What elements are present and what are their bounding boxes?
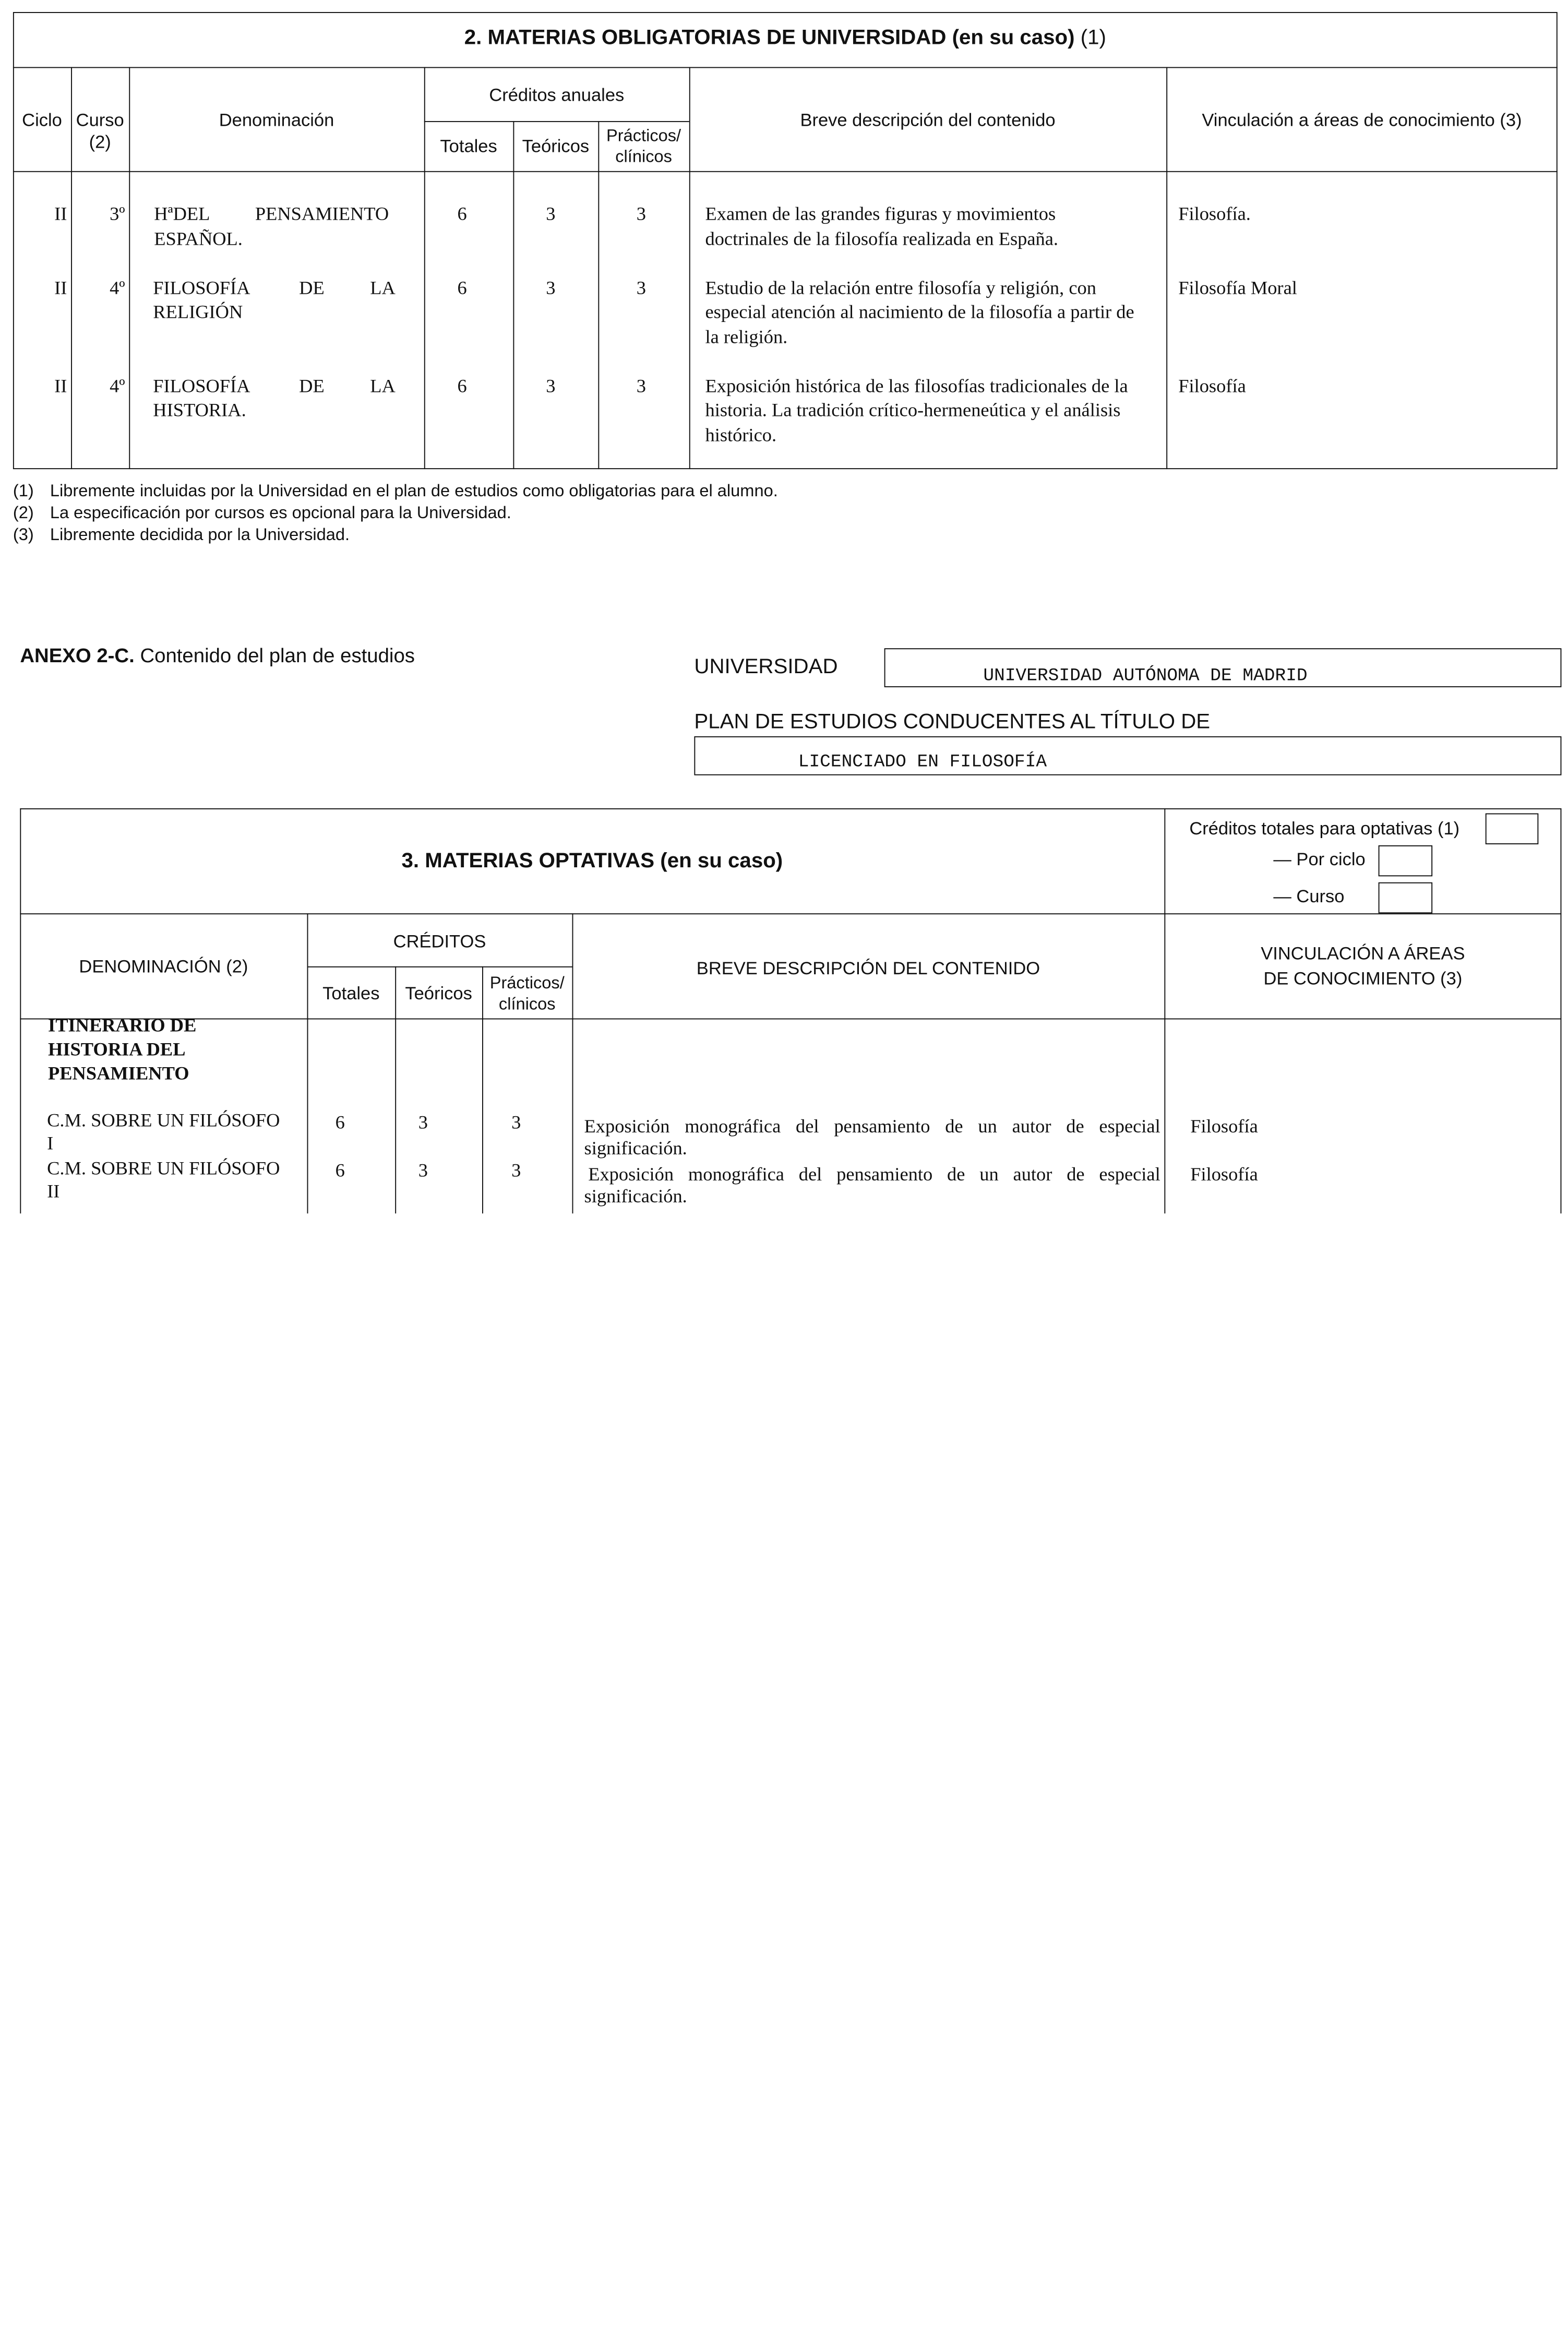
cell-teoricos: 3 [418, 1160, 428, 1181]
cell-denominacion-line2: RELIGIÓN [153, 302, 243, 324]
cell-practicos: 3 [636, 204, 646, 225]
cell-denominacion-line1-word2: PENSAMIENTO [255, 204, 389, 225]
header-descripcion: Breve descripción del contenido [800, 110, 1056, 130]
header-practicos: Prácticos/ [489, 973, 565, 993]
cell-denominacion-line1-word1: HªDEL [154, 204, 210, 225]
cell-denominacion-line1-word1: FILOSOFÍA [153, 376, 250, 398]
header-descripcion: BREVE DESCRIPCIÓN DEL CONTENIDO [696, 958, 1040, 978]
creditos-totales-optativas-label: Créditos totales para optativas (1) [1189, 818, 1460, 839]
footnote-text: La especificación por cursos es opcional para la Universidad. [50, 503, 511, 522]
cell-descripcion-line1: Exposición monográfica del pensamiento de un autor de especial [588, 1164, 1160, 1186]
cell-totales: 6 [457, 278, 467, 300]
por-ciclo-box[interactable] [1379, 845, 1433, 876]
cell-curso: 4º [110, 376, 125, 398]
cell-descripcion-line3: la religión. [705, 327, 788, 349]
cell-teoricos: 3 [546, 376, 556, 398]
annex-label: ANEXO 2-C. Contenido del plan de estudios [20, 645, 415, 667]
curso-label: — Curso [1273, 886, 1345, 906]
cell-area: Filosofía Moral [1178, 278, 1297, 300]
por-ciclo-label: — Por ciclo [1273, 849, 1366, 869]
header-clinicos: clínicos [615, 147, 672, 166]
footnote-number: (3) [13, 525, 34, 544]
cell-practicos: 3 [511, 1112, 521, 1133]
header-denominacion: Denominación [219, 110, 334, 130]
plan-label: PLAN DE ESTUDIOS CONDUCENTES AL TÍTULO DE [694, 710, 1211, 734]
header-ciclo: Ciclo [22, 110, 62, 130]
curso-box[interactable] [1379, 882, 1433, 913]
cell-descripcion-line2: especial atención al nacimiento de la filosofía a partir de [705, 302, 1134, 324]
header-practicos: Prácticos/ [606, 126, 681, 145]
cell-teoricos: 3 [546, 204, 556, 225]
header-curso-note: (2) [89, 132, 111, 152]
cell-descripcion-line1: Estudio de la relación entre filosofía y religión, con [705, 278, 1096, 300]
cell-ciclo: II [54, 204, 67, 225]
cell-ciclo: II [54, 376, 67, 398]
cell-ciclo: II [54, 278, 67, 300]
footnote-text: Libremente incluidas por la Universidad en el plan de estudios como obligatorias para el alumno. [50, 481, 778, 500]
cell-practicos: 3 [636, 376, 646, 398]
header-teoricos: Teóricos [405, 983, 472, 1004]
cell-teoricos: 3 [418, 1112, 428, 1133]
cell-area: Filosofía. [1178, 204, 1251, 225]
cell-totales: 6 [457, 376, 467, 398]
cell-curso: 3º [110, 204, 125, 225]
cell-descripcion-line1: Exposición histórica de las filosofías tradicionales de la [705, 376, 1128, 398]
header-totales: Totales [322, 983, 380, 1004]
header-vinculacion: Vinculación a áreas de conocimiento (3) [1202, 110, 1522, 130]
cell-descripcion-line1: Examen de las grandes figuras y movimientos [705, 204, 1056, 225]
cell-descripcion-line2: doctrinales de la filosofía realizada en España. [705, 229, 1059, 250]
cell-denominacion-line1-word2: DE [299, 278, 325, 300]
universidad-value: UNIVERSIDAD AUTÓNOMA DE MADRID [983, 666, 1308, 687]
itinerary-title-line1: ITINERARIO DE [48, 1015, 197, 1037]
cell-practicos: 3 [511, 1160, 521, 1181]
section2-title: 2. MATERIAS OBLIGATORIAS DE UNIVERSIDAD (en su caso) (1) [464, 26, 1106, 49]
cell-totales: 6 [335, 1112, 345, 1133]
itinerary-title-line2: HISTORIA DEL [48, 1039, 186, 1061]
cell-descripcion-line2: significación. [584, 1138, 687, 1160]
cell-denominacion-line1: C.M. SOBRE UN FILÓSOFO [47, 1158, 280, 1180]
titulo-value: LICENCIADO EN FILOSOFÍA [798, 752, 1047, 772]
cell-area: Filosofía [1178, 376, 1246, 398]
cell-denominacion-line2: II [47, 1181, 60, 1203]
cell-denominacion-line2: ESPAÑOL. [154, 229, 243, 250]
cell-practicos: 3 [636, 278, 646, 300]
universidad-label: UNIVERSIDAD [694, 655, 838, 678]
cell-descripcion-line3: histórico. [705, 425, 777, 446]
cell-descripcion-line2: significación. [584, 1186, 687, 1208]
header-teoricos: Teóricos [522, 136, 590, 157]
header-creditos: CRÉDITOS [393, 931, 486, 952]
header-denominacion: DENOMINACIÓN (2) [79, 956, 248, 976]
cell-totales: 6 [457, 204, 467, 225]
section3-title: 3. MATERIAS OPTATIVAS (en su caso) [401, 849, 783, 873]
cell-denominacion-line1: C.M. SOBRE UN FILÓSOFO [47, 1110, 280, 1132]
cell-totales: 6 [335, 1160, 345, 1181]
cell-denominacion-line1-word3: LA [370, 376, 396, 398]
header-curso: Curso [76, 110, 124, 130]
cell-denominacion-line1-word2: DE [299, 376, 325, 398]
cell-denominacion-line2: HISTORIA. [153, 400, 246, 422]
footnote-text: Libremente decidida por la Universidad. [50, 525, 350, 544]
header-clinicos: clínicos [498, 994, 556, 1013]
cell-area: Filosofía [1190, 1116, 1258, 1138]
cell-denominacion-line1-word1: FILOSOFÍA [153, 278, 250, 300]
header-creditos-anuales: Créditos anuales [489, 85, 625, 105]
footnote-number: (1) [13, 481, 34, 500]
header-vinculacion-line2: DE CONOCIMIENTO (3) [1263, 968, 1463, 988]
creditos-totales-optativas-box[interactable] [1486, 814, 1539, 844]
cell-descripcion-line1: Exposición monográfica del pensamiento de un autor de especial [584, 1116, 1160, 1138]
cell-teoricos: 3 [546, 278, 556, 300]
header-totales: Totales [440, 136, 497, 157]
itinerary-title-line3: PENSAMIENTO [48, 1063, 189, 1085]
header-vinculacion-line1: VINCULACIÓN A ÁREAS [1261, 943, 1465, 964]
cell-curso: 4º [110, 278, 125, 300]
cell-denominacion-line1-word3: LA [370, 278, 396, 300]
cell-denominacion-line2: I [47, 1133, 54, 1155]
cell-area: Filosofía [1190, 1164, 1258, 1186]
footnote-number: (2) [13, 503, 34, 522]
cell-descripcion-line2: historia. La tradición crítico-hermeneútica y el análisis [705, 400, 1121, 422]
